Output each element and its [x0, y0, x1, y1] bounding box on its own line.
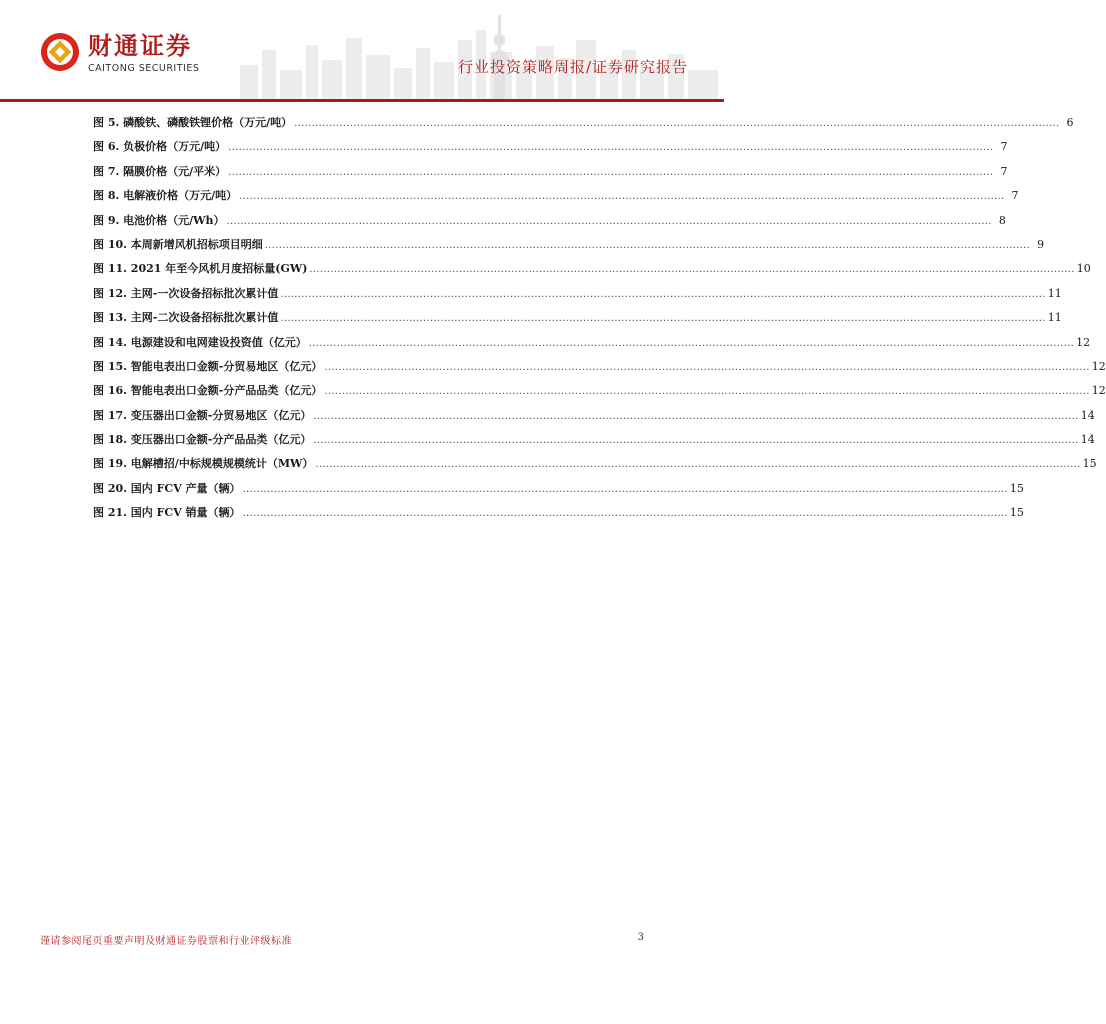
toc-entry[interactable]	[93, 187, 1019, 211]
toc-entry-label: 图 10. 本周新增风机招标项目明细	[93, 237, 263, 251]
report-type-label: 行业投资策略周报/证券研究报告	[457, 58, 688, 76]
toc-entry-page: 8	[998, 213, 1006, 227]
toc-entry[interactable]	[93, 431, 1095, 455]
toc-entry[interactable]	[93, 212, 1006, 236]
brand-name-chinese: 财通证券	[88, 32, 192, 60]
toc-entry-page: 14	[1080, 433, 1095, 447]
toc-leader-dots: ............................................................................................................................................................................................................................	[324, 361, 1090, 373]
toc-entry-page: 15	[1009, 481, 1024, 495]
toc-entry-page: 7	[1000, 140, 1008, 154]
toc-entry-label: 图 16. 智能电表出口金额-分产品品类（亿元）	[93, 384, 323, 398]
toc-entry[interactable]	[93, 260, 1091, 284]
toc-leader-dots: ............................................................................................................................................................................................................................	[242, 508, 1008, 520]
toc-entry-page: 12	[1091, 359, 1106, 373]
toc-leader-dots: ............................................................................................................................................................................................................................	[264, 239, 1031, 251]
toc-leader-dots: ............................................................................................................................................................................................................................	[242, 483, 1008, 495]
toc-entry[interactable]	[93, 138, 1008, 162]
toc-entry[interactable]	[93, 285, 1062, 309]
toc-entry-page: 9	[1037, 237, 1045, 251]
toc-entry-label: 图 15. 智能电表出口金额-分贸易地区（亿元）	[93, 359, 323, 373]
toc-entry[interactable]	[93, 334, 1091, 358]
toc-leader-dots: ............................................................................................................................................................................................................................	[308, 337, 1075, 349]
toc-entry-label: 图 5. 磷酸铁、磷酸铁锂价格（万元/吨）	[93, 116, 293, 129]
toc-entry-page: 15	[1082, 457, 1097, 471]
toc-entry[interactable]	[93, 309, 1062, 333]
toc-leader-dots: ............................................................................................................................................................................................................................	[280, 313, 1046, 325]
toc-entry-label: 图 12. 主网-一次设备招标批次累计值	[93, 286, 279, 300]
toc-leader-dots: ............................................................................................................................................................................................................................	[228, 142, 994, 154]
toc-entry-label: 图 21. 国内 FCV 销量（辆）	[93, 506, 241, 520]
toc-entry[interactable]	[93, 504, 1024, 528]
toc-entry-label: 图 20. 国内 FCV 产量（辆）	[93, 481, 241, 495]
toc-entry-page: 6	[1066, 116, 1074, 129]
toc-leader-dots: ............................................................................................................................................................................................................................	[313, 435, 1079, 447]
toc-entry[interactable]	[93, 236, 1045, 260]
city-skyline-decoration	[230, 10, 724, 100]
toc-entry-label: 图 14. 电源建设和电网建设投资值（亿元）	[93, 335, 307, 349]
toc-entry[interactable]	[93, 163, 1008, 187]
toc-entry-label: 图 19. 电解槽招/中标规模规模统计（MW）	[93, 457, 314, 471]
toc-entry[interactable]	[93, 480, 1024, 504]
toc-entry-page: 14	[1080, 408, 1095, 422]
caitong-logo-icon	[40, 32, 80, 72]
toc-entry[interactable]	[93, 382, 1106, 406]
toc-entry-page: 7	[1011, 189, 1019, 203]
brand-name-english: CAITONG SECURITIES	[88, 63, 200, 74]
toc-entry[interactable]	[93, 455, 1097, 479]
toc-leader-dots: ............................................................................................................................................................................................................................	[226, 215, 992, 227]
toc-leader-dots: ............................................................................................................................................................................................................................	[228, 166, 994, 178]
toc-entry-label: 图 9. 电池价格（元/Wh）	[93, 213, 225, 227]
toc-entry-label: 图 7. 隔膜价格（元/平米）	[93, 164, 227, 178]
toc-entry-label: 图 6. 负极价格（万元/吨）	[93, 140, 227, 154]
toc-entry-page: 11	[1047, 311, 1062, 325]
toc-entry-page: 10	[1076, 262, 1091, 276]
toc-leader-dots: ............................................................................................................................................................................................................................	[324, 386, 1090, 398]
toc-entry[interactable]	[93, 114, 1074, 138]
toc-leader-dots: ............................................................................................................................................................................................................................	[280, 288, 1046, 300]
page-header	[0, 0, 724, 104]
page-number: 3	[637, 932, 644, 943]
toc-entry[interactable]	[93, 407, 1095, 431]
toc-leader-dots: ............................................................................................................................................................................................................................	[309, 264, 1075, 276]
toc-entry-label: 图 8. 电解液价格（万元/吨）	[93, 189, 238, 203]
toc-leader-dots: ............................................................................................................................................................................................................................	[313, 410, 1079, 422]
toc-entry-page: 11	[1047, 286, 1062, 300]
toc-entry-page: 12	[1076, 335, 1091, 349]
toc-leader-dots: ............................................................................................................................................................................................................................	[239, 191, 1005, 203]
toc-entry[interactable]	[93, 358, 1106, 382]
toc-entry-page: 15	[1009, 506, 1024, 520]
toc-leader-dots: ............................................................................................................................................................................................................................	[294, 118, 1060, 129]
header-rule	[0, 99, 724, 102]
toc-entry-page: 12	[1091, 384, 1106, 398]
toc-entry-label: 图 11. 2021 年至今风机月度招标量(GW)	[93, 262, 308, 276]
toc-entry-label: 图 18. 变压器出口金额-分产品品类（亿元）	[93, 433, 312, 447]
footer-disclaimer: 谨请参阅尾页重要声明及财通证券股票和行业评级标准	[40, 936, 292, 947]
toc-leader-dots: ............................................................................................................................................................................................................................	[315, 459, 1081, 471]
toc-entry-label: 图 13. 主网-二次设备招标批次累计值	[93, 311, 279, 325]
figure-table-of-contents	[93, 114, 1106, 529]
toc-entry-page: 7	[1000, 164, 1008, 178]
toc-entry-label: 图 17. 变压器出口金额-分贸易地区（亿元）	[93, 408, 312, 422]
